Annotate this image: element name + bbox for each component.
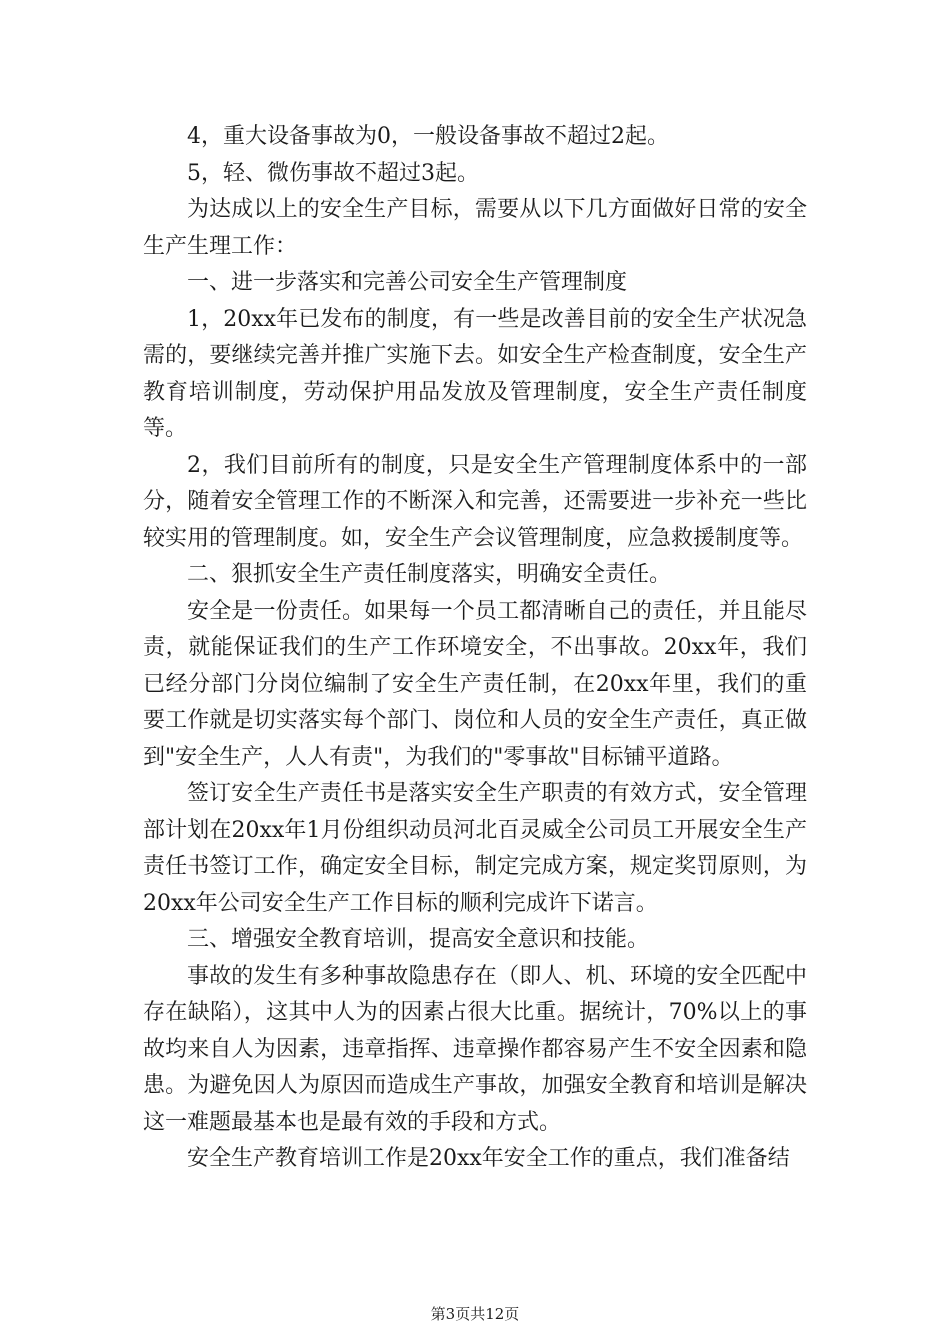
paragraph-1-2: 2，我们目前所有的制度，只是安全生产管理制度体系中的一部分，随着安全管理工作的不断深入和完善，还需要进一步补充一些比较实用的管理制度。如，安全生产会议管理制度，应急救援制度等。 [143, 452, 807, 551]
section-heading-3: 三、增强安全教育培训，提高安全意识和技能。 [187, 927, 650, 952]
paragraph-item-5: 5，轻、微伤事故不超过3起。 [187, 160, 479, 186]
paragraph-3-1: 事故的发生有多种事故隐患存在（即人、机、环境的安全匹配中存在缺陷），这其中人为的因素占很大比重。据统计，70%以上的事故均来自人为因素，违章指挥、违章操作都容易产生不安全因素和隐患。为避免因人为原因而造成生产事故，加强安全教育和培训是解决这一难题最基本也是最有效的手段和方式。 [143, 963, 807, 1135]
section-heading-1: 一、进一步落实和完善公司安全生产管理制度 [187, 270, 628, 295]
paragraph-item-4: 4，重大设备事故为0，一般设备事故不超过2起。 [187, 124, 669, 149]
section-heading-2: 二、狠抓安全生产责任制度落实，明确安全责任。 [187, 562, 672, 587]
paragraph-3-2: 安全生产教育培训工作是20xx年安全工作的重点，我们准备结 [187, 1146, 790, 1171]
paragraph-1-1: 1，20xx年已发布的制度，有一些是改善目前的安全生产状况急需的，要继续完善并推广实施下去。如安全生产检查制度，安全生产教育培训制度，劳动保护用品发放及管理制度，安全生产责任制度等。 [143, 306, 807, 441]
paragraph-2-2: 签订安全生产责任书是落实安全生产职责的有效方式，安全管理部计划在20xx年1月份组织动员河北百灵威全公司员工开展安全生产责任书签订工作，确定安全目标，制定完成方案，规定奖罚原则，为20xx年公司安全生产工作目标的顺利完成许下诺言。 [143, 781, 807, 916]
page-number: 第3页共12页 [430, 1305, 520, 1323]
paragraph-2-1: 安全是一份责任。如果每一个员工都清晰自己的责任，并且能尽责，就能保证我们的生产工作环境安全，不出事故。20xx年，我们已经分部门分岗位编制了安全生产责任制，在20xx年里，我们的重要工作就是切实落实每个部门、岗位和人员的安全生产责任，真正做到"安全生产，人人有责"，为我们的"零事故"目标铺平道路。 [143, 598, 807, 770]
paragraph-intro: 为达成以上的安全生产目标，需要从以下几方面做好日常的安全生产生理工作： [143, 197, 807, 259]
document-body [143, 119, 807, 1178]
